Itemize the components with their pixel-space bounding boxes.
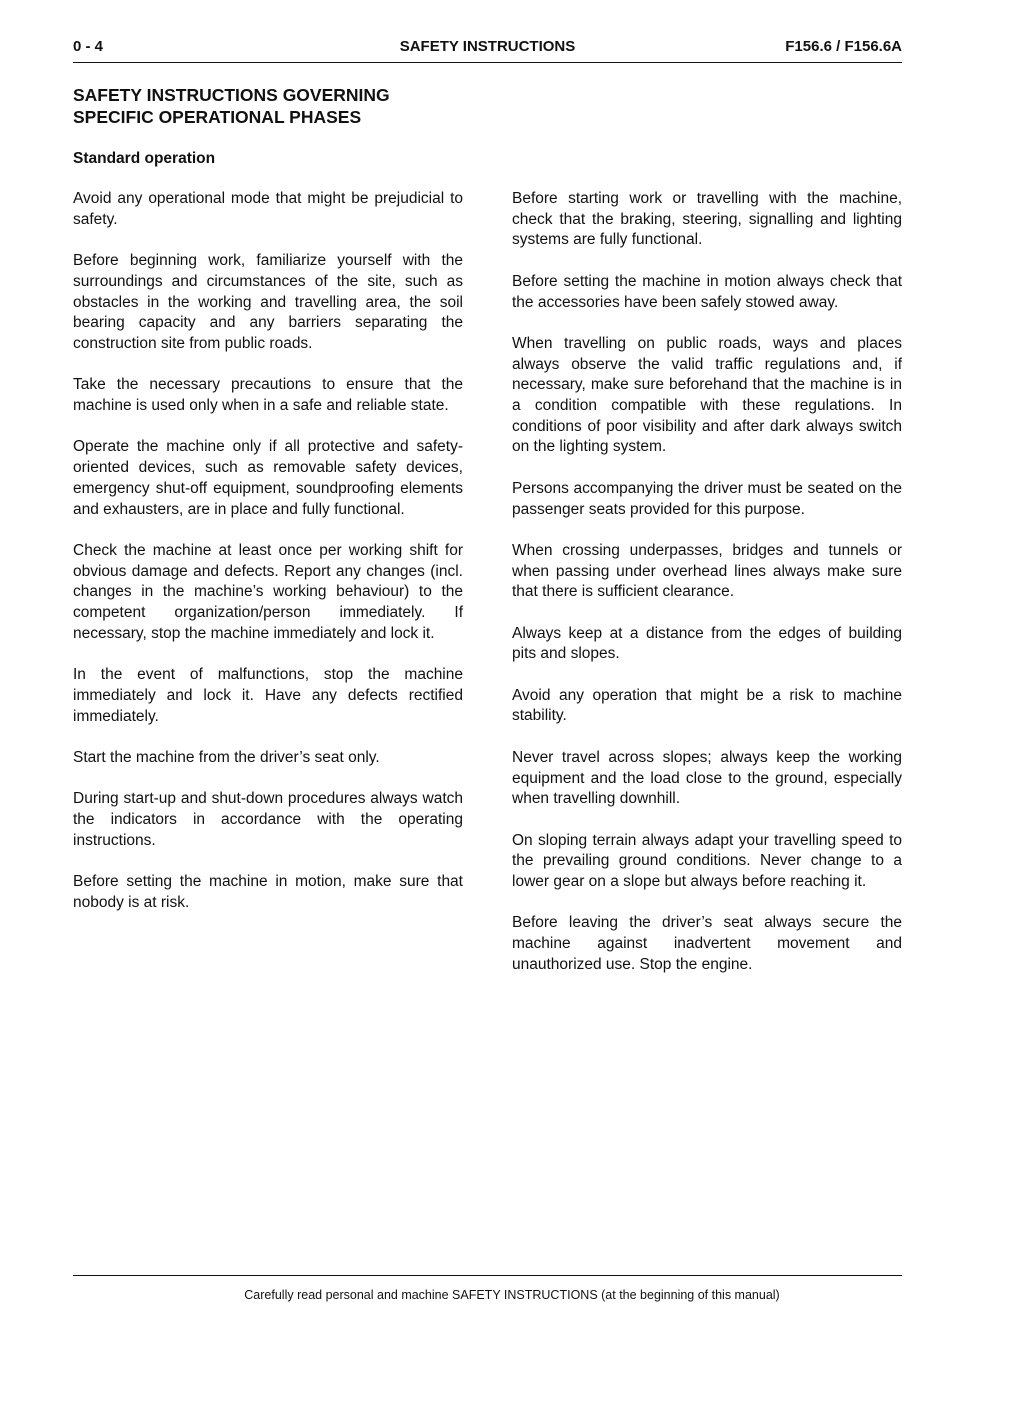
right-column: [512, 189, 902, 996]
paragraph: Before leaving the driver’s seat always secure the machine against inadvertent movement and unauthorized use. Stop the engine.: [512, 914, 902, 973]
paragraph: Take the necessary precautions to ensure that the machine is used only when in a safe and reliable state.: [73, 376, 463, 414]
paragraph: Avoid any operation that might be a risk to machine stability.: [512, 686, 902, 725]
paragraph: Avoid any operational mode that might be prejudicial to safety.: [73, 190, 463, 228]
page-header: [73, 38, 902, 63]
header-section-title: SAFETY INSTRUCTIONS: [399, 38, 576, 55]
paragraph: Persons accompanying the driver must be seated on the passenger seats provided for this purpose.: [512, 479, 902, 518]
model-number: F156.6 / F156.6A: [785, 38, 902, 55]
left-column: [73, 189, 463, 934]
section-title-line-2: SPECIFIC OPERATIONAL PHASES: [73, 107, 362, 127]
paragraph: Operate the machine only if all protective and safety-oriented devices, such as removable safety devices, emergency shut-off equipment, soundproofing elements and exhausters, are in place and fully functional.: [73, 438, 463, 518]
section-title: [73, 84, 493, 128]
paragraph: Check the machine at least once per working shift for obvious damage and defects. Report any changes (incl. changes in the machine’s working behaviour) to the competent organization/person immediately. If necessary, stop the machine immediately and lock it.: [73, 541, 463, 642]
paragraph: Always keep at a distance from the edges of building pits and slopes.: [512, 624, 902, 663]
paragraph: In the event of malfunctions, stop the machine immediately and lock it. Have any defects rectified immediately.: [73, 666, 463, 725]
subheading-standard-operation: Standard operation: [73, 150, 216, 167]
footer-note: Carefully read personal and machine SAFETY INSTRUCTIONS (at the beginning of this manual): [244, 1288, 780, 1302]
paragraph: Never travel across slopes; always keep the working equipment and the load close to the ground, especially when travelling downhill.: [512, 748, 902, 808]
paragraph: Before beginning work, familiarize yourself with the surroundings and circumstances of the site, such as obstacles in the working and travelling area, the soil bearing capacity and any barriers separating the construction site from public roads.: [73, 252, 463, 352]
paragraph: When travelling on public roads, ways and places always observe the valid traffic regulations and, if necessary, make sure beforehand that the machine is in a condition compatible with these regulations. In conditions of poor visibility and after dark always switch on the lighting system.: [512, 334, 902, 456]
paragraph: Start the machine from the driver’s seat only.: [73, 748, 380, 766]
paragraph: During start-up and shut-down procedures always watch the indicators in accordance with the operating instructions.: [73, 790, 463, 849]
paragraph: Before setting the machine in motion, make sure that nobody is at risk.: [73, 873, 463, 911]
paragraph: Before starting work or travelling with the machine, check that the braking, steering, signalling and lighting systems are fully functional.: [512, 190, 902, 249]
page-number: 0 - 4: [73, 38, 104, 55]
paragraph: When crossing underpasses, bridges and tunnels or when passing under overhead lines always make sure that there is sufficient clearance.: [512, 541, 902, 601]
section-title-line-1: SAFETY INSTRUCTIONS GOVERNING: [73, 85, 390, 105]
paragraph: On sloping terrain always adapt your travelling speed to the prevailing ground conditions. Never change to a lower gear on a slope but always before reaching it.: [512, 831, 902, 891]
footer-divider: [73, 1275, 902, 1276]
paragraph: Before setting the machine in motion always check that the accessories have been safely stowed away.: [512, 272, 902, 311]
